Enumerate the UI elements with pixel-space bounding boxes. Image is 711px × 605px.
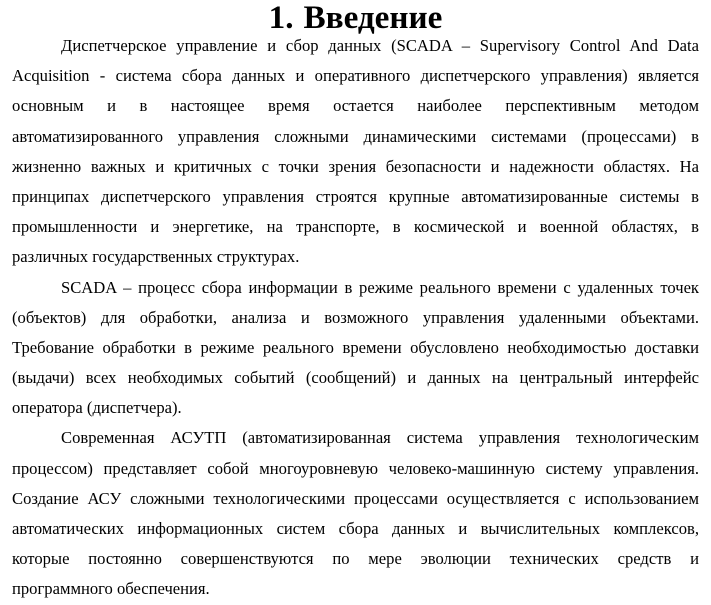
text-line: Требование обработки в режиме реального времени обусловлено необходимостью доставки [12, 337, 699, 357]
paragraph-scada-process [12, 273, 699, 424]
document-page [12, 0, 699, 605]
section-heading [12, 0, 699, 36]
text-line: принципах диспетчерского управления строятся крупные автоматизированные системы в [12, 186, 699, 206]
text-line: SCADA – процесс сбора информации в режиме реального времени с удаленных точек [61, 277, 699, 297]
text-line: Acquisition - система сбора данных и оперативного диспетчерского управления) является [12, 66, 699, 86]
text-line: Создание АСУ сложными технологическими процессами осуществляется с использованием [12, 488, 699, 508]
text-line: оператора (диспетчера). [12, 398, 182, 418]
text-line: (выдачи) всех необходимых событий (сообщений) и данных на центральный интерфейс [12, 368, 699, 388]
text-line: различных государственных структурах. [12, 247, 300, 267]
text-line: Диспетчерское управление и сбор данных (SCADA – Supervisory Control And Data [61, 36, 699, 55]
text-line: которые постоянно совершенствуются по мере эволюции технических средств и [12, 549, 699, 569]
section-title: Введение [303, 0, 443, 36]
text-line: основным и в настоящее время остается наиболее перспективным методом [12, 96, 699, 116]
text-line: промышленности и энергетике, на транспорте, в космической и военной областях, в [12, 217, 699, 237]
text-line: Современная АСУТП (автоматизированная система управления технологическим [61, 428, 699, 448]
text-line: автоматических информационных систем сбора данных и вычислительных комплексов, [12, 519, 699, 538]
text-line: процессом) представляет собой многоуровневую человеко-машинную систему управления. [12, 458, 699, 478]
text-line: автоматизированного управления сложными динамическими системами (процессами) в [12, 126, 699, 146]
text-line: программного обеспечения. [12, 579, 210, 599]
paragraph-asutp [12, 423, 699, 604]
text-line: жизненно важных и критичных с точки зрения безопасности и надежности областях. На [12, 156, 699, 176]
section-number: 1. [268, 0, 294, 36]
paragraph-scada-definition [12, 31, 699, 273]
text-line: (объектов) для обработки, анализа и возможного управления удаленными объектами. [12, 307, 699, 327]
